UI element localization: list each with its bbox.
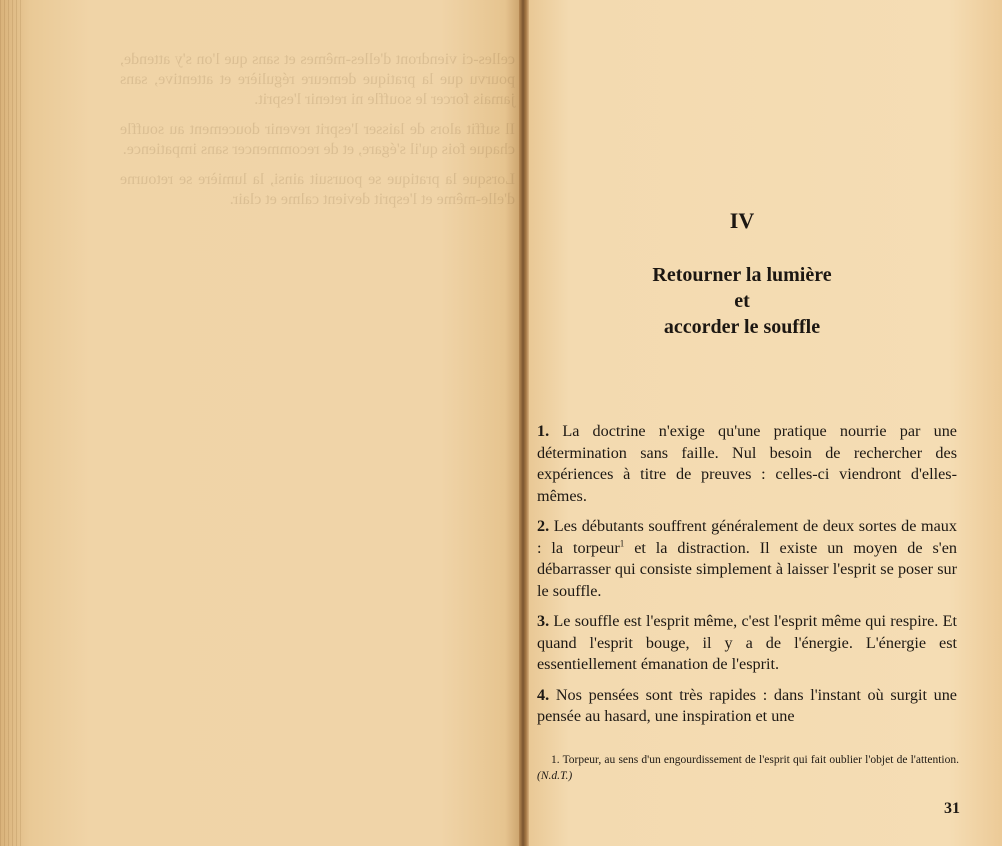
paragraph-text: La doctrine n'exige qu'une pratique nourrie par une détermination sans faille. Nul besoin de rechercher des expériences à titre de preuves : celles-ci viendront d'elles-mêmes. [537,422,957,505]
page-number: 31 [944,800,960,817]
paragraph-number: 2. [537,517,550,535]
page-edges [0,0,24,846]
footnote [537,752,959,784]
paragraph-2 [537,516,957,602]
footnote-marker: 1 [619,538,625,549]
footnote-note: (N.d.T.) [537,770,573,782]
bleed-through-line: Il suffit alors de laisser l'esprit revenir doucement au souffle chaque fois qu'il s'égare, et de recommencer sans impatience. [120,121,515,158]
paragraph-text: Les débutants souffrent généralement de deux sortes de maux : la torpeur [537,517,957,557]
book-spine [519,0,529,846]
paragraph-number: 4. [537,685,550,704]
paragraph-number: 1. [537,422,550,440]
chapter-title-line: Retourner la lumière [652,264,832,286]
paragraph-4 [537,685,957,728]
bleed-through-line: Lorsque la pratique se poursuit ainsi, la lumière se retourne d'elle-même et l'esprit devient calme et clair. [120,171,515,208]
paragraph-text: Nos pensées sont très rapides : dans l'instant où surgit une pensée au hasard, une inspiration et une [537,685,957,725]
bleed-through-text [120,50,515,220]
paragraph-1 [537,421,957,507]
paragraph-text: Le souffle est l'esprit même, c'est l'esprit même qui respire. Et quand l'esprit bouge, il y a de l'énergie. L'énergie est essentiellement émanation de l'esprit. [537,612,957,673]
paragraph-number: 3. [537,612,550,630]
footnote-text: 1. Torpeur, au sens d'un engourdissement de l'esprit qui fait oublier l'objet de l'attention. [551,754,959,766]
chapter-title-line: et [734,290,750,312]
chapter-title [590,262,894,340]
bleed-through-line: celles-ci viendront d'elles-mêmes et sans que l'on s'y attende, pourvu que la pratique demeure régulière et attentive, sans jamais forcer le souffle ni retenir l'esprit. [120,51,515,108]
paragraph-3 [537,611,957,676]
chapter-number: IV [729,208,755,233]
chapter-title-line: accorder le souffle [663,316,821,338]
body-text [537,421,957,737]
paragraph-text: et la distraction. Il existe un moyen de s'en débarrasser qui consiste simplement à laisser l'esprit se poser sur le souffle. [537,538,957,600]
